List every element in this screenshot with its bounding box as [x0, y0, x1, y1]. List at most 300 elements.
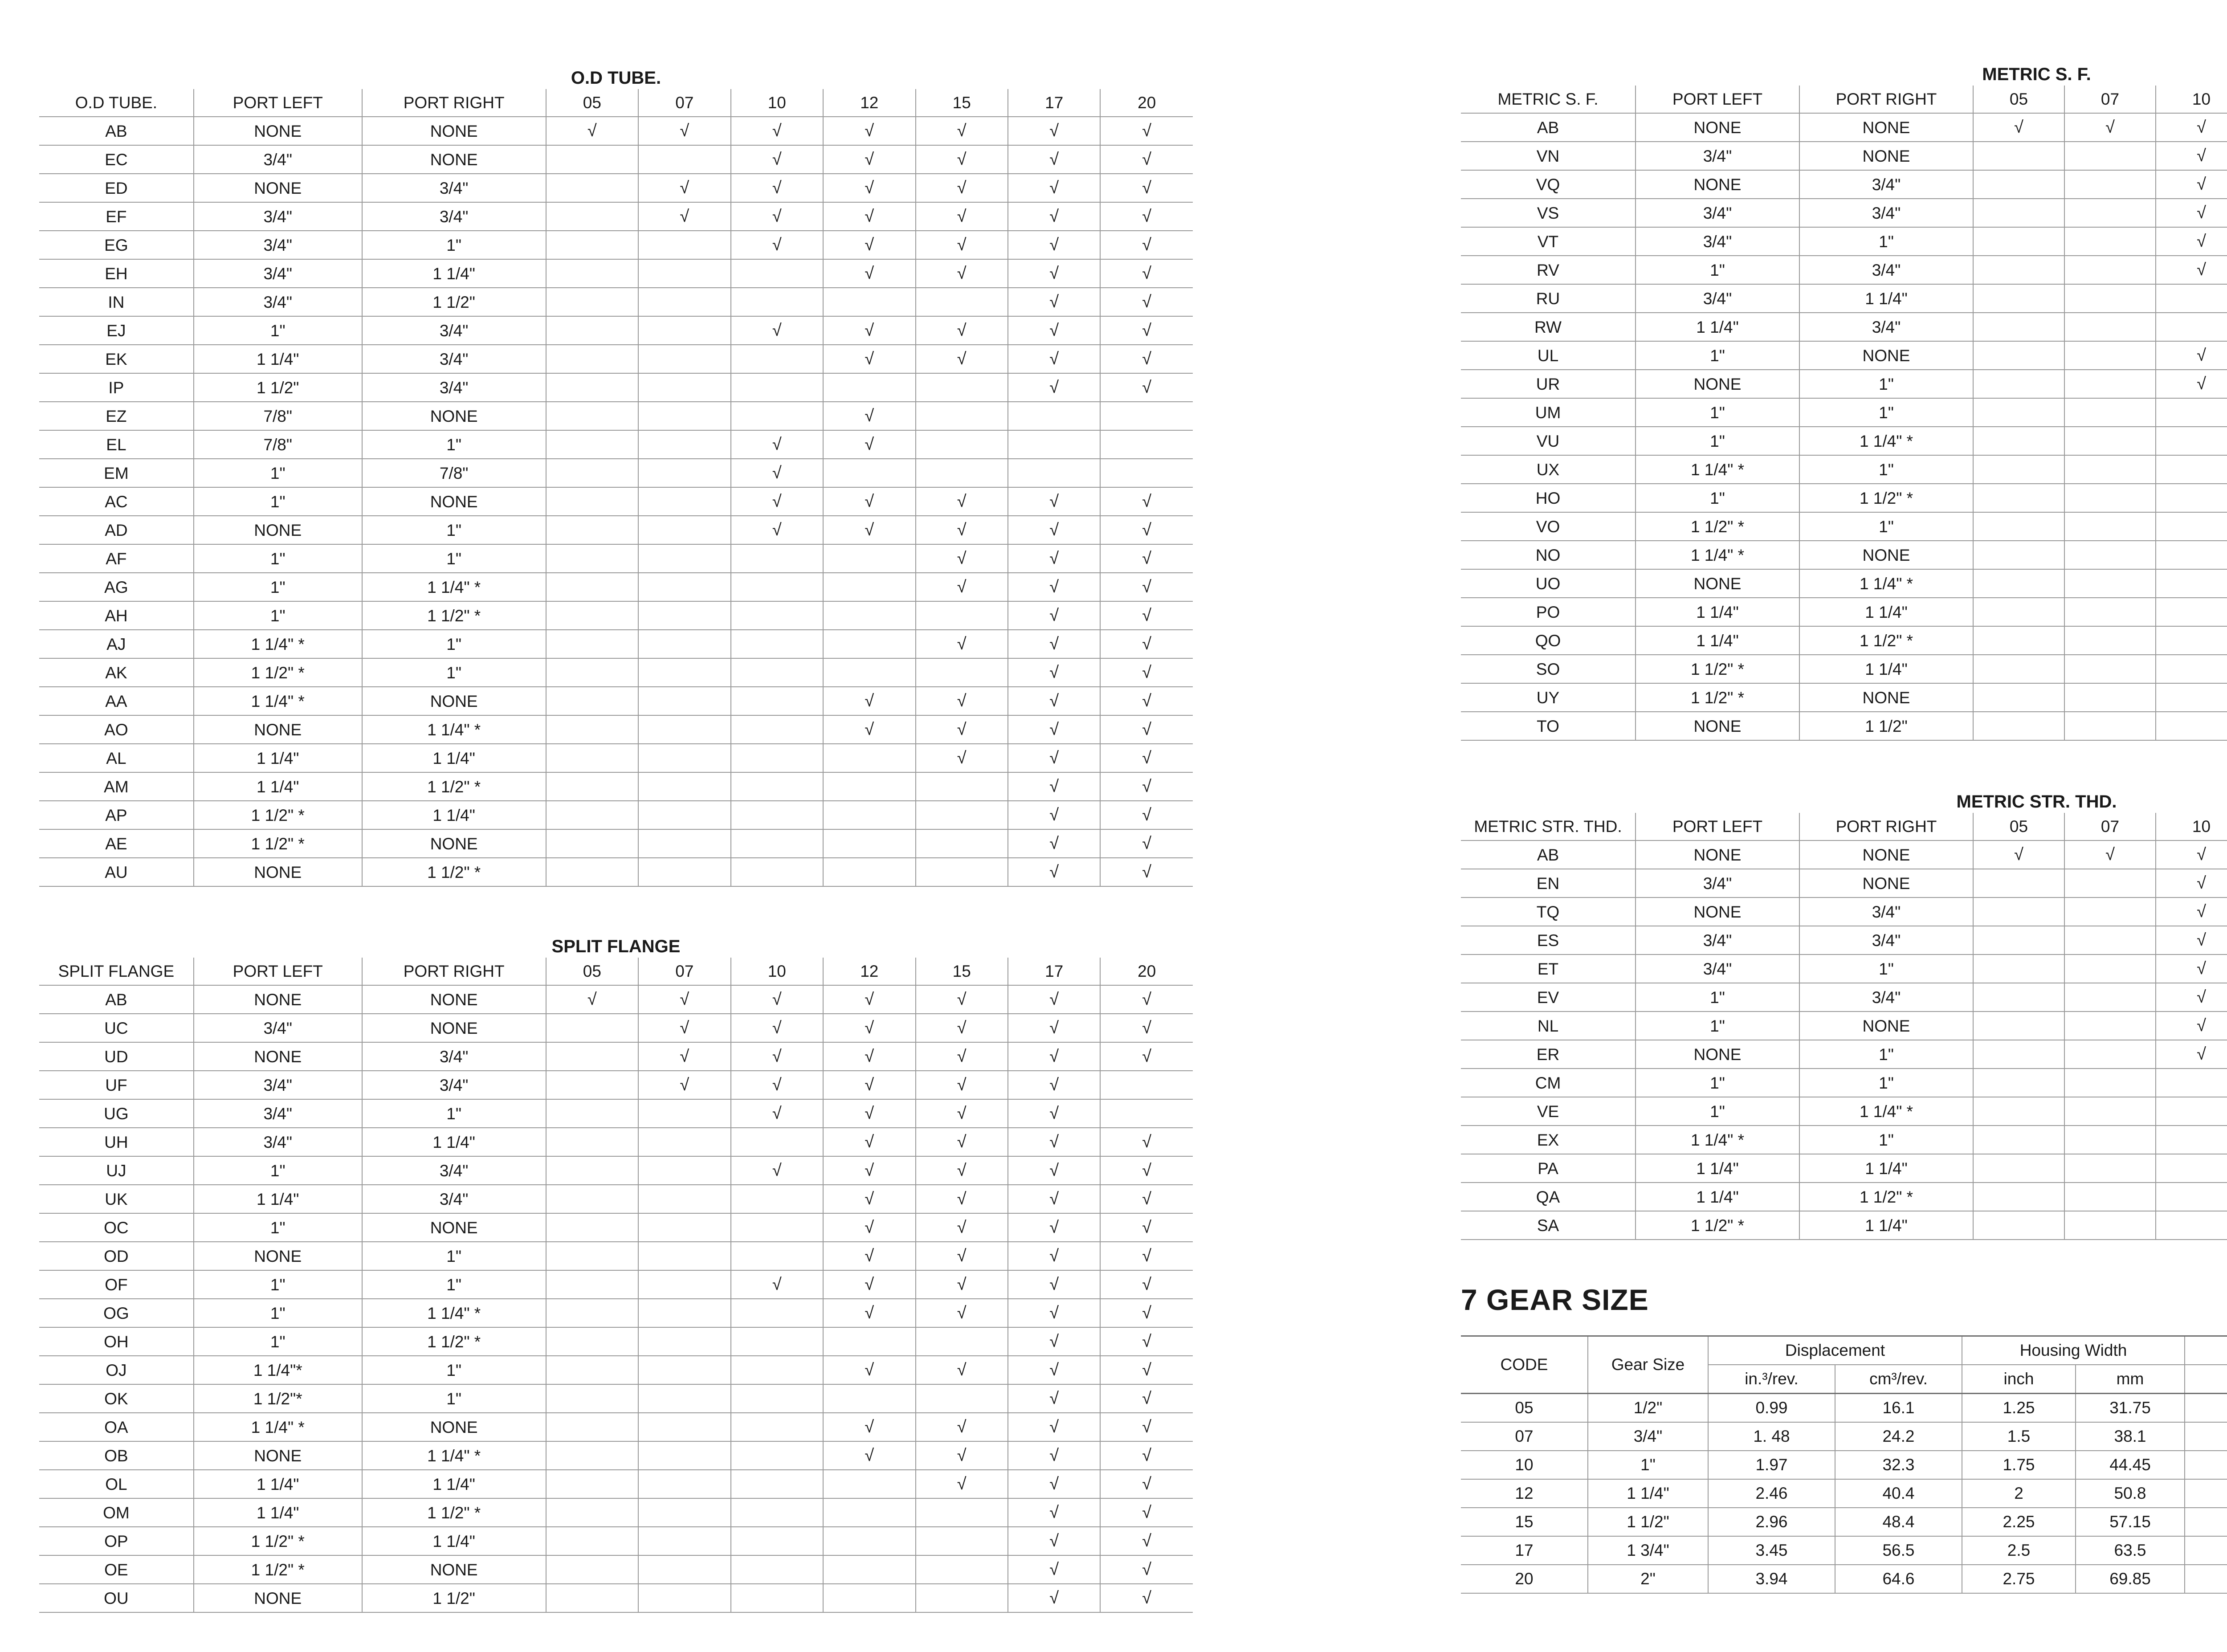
- row-code: AC: [39, 487, 194, 516]
- availability-cell: [731, 1099, 823, 1128]
- availability-cell: [2156, 313, 2227, 341]
- availability-cell: [1100, 544, 1193, 573]
- port-right-cell: 1 1/4" *: [1799, 569, 1973, 598]
- availability-cell: [1973, 284, 2064, 313]
- port-left-cell: 3/4": [194, 1128, 362, 1156]
- availability-cell: [1100, 459, 1193, 487]
- column-subheader: [2185, 1365, 2227, 1394]
- table-row: [1461, 398, 2227, 427]
- row-code: UY: [1461, 683, 1636, 712]
- port-right-cell: 1": [1799, 455, 1973, 484]
- row-code: EC: [39, 145, 194, 174]
- availability-cell: [2156, 512, 2227, 541]
- row-code: AD: [39, 516, 194, 544]
- port-right-cell: 1 1/2" *: [362, 858, 546, 886]
- column-header: 12: [823, 958, 915, 985]
- check-icon: √: [957, 635, 967, 653]
- table-row: [39, 801, 1193, 829]
- check-icon: √: [1142, 1247, 1152, 1265]
- check-icon: √: [1142, 521, 1152, 539]
- port-right-cell: 1 1/2" *: [362, 1498, 546, 1527]
- port-right-cell: NONE: [362, 985, 546, 1014]
- column-header: 17: [1008, 958, 1100, 985]
- availability-cell: [546, 985, 638, 1014]
- row-code: RV: [1461, 256, 1636, 284]
- row-code: VN: [1461, 142, 1636, 170]
- availability-cell: [1973, 869, 2064, 897]
- row-code: AB: [39, 117, 194, 145]
- check-icon: √: [2197, 874, 2206, 893]
- table-cell: 2.75: [1962, 1565, 2076, 1593]
- check-icon: √: [865, 1190, 874, 1208]
- availability-cell: [1973, 1012, 2064, 1040]
- availability-cell: [2156, 398, 2227, 427]
- check-icon: √: [1049, 1247, 1059, 1265]
- check-icon: √: [957, 236, 967, 254]
- port-left-cell: 1 1/2" *: [1636, 1211, 1799, 1240]
- table-row: [39, 459, 1193, 487]
- check-icon: √: [957, 1218, 967, 1237]
- availability-cell: [1008, 402, 1100, 430]
- availability-cell: [916, 1242, 1008, 1270]
- port-left-cell: 1 1/4": [194, 772, 362, 801]
- availability-cell: [916, 516, 1008, 544]
- table-cell: 2: [1962, 1479, 2076, 1508]
- port-left-cell: 1 1/2" *: [194, 801, 362, 829]
- port-right-cell: 3/4": [362, 1156, 546, 1185]
- port-left-cell: 1": [1636, 256, 1799, 284]
- availability-cell: [1973, 840, 2064, 869]
- port-left-cell: 1 1/4" *: [1636, 541, 1799, 569]
- availability-cell: [638, 1270, 730, 1299]
- table-row: [39, 516, 1193, 544]
- table-row: [39, 288, 1193, 316]
- table-cell: 2.96: [1708, 1508, 1835, 1536]
- availability-cell: [638, 430, 730, 459]
- check-icon: √: [772, 464, 782, 482]
- availability-cell: [1008, 829, 1100, 858]
- check-icon: √: [1142, 1304, 1152, 1322]
- od-tube-panel: [39, 67, 1193, 887]
- availability-cell: [1973, 1097, 2064, 1126]
- table-row: [1461, 512, 2227, 541]
- check-icon: √: [1142, 378, 1152, 397]
- table-row: [1461, 655, 2227, 683]
- availability-cell: [1100, 687, 1193, 715]
- port-right-cell: 3/4": [1799, 199, 1973, 227]
- availability-cell: [2064, 170, 2156, 199]
- availability-cell: [731, 985, 823, 1014]
- availability-cell: [1973, 512, 2064, 541]
- port-left-cell: 1 1/2" *: [194, 658, 362, 687]
- table-row: [39, 1441, 1193, 1470]
- port-left-cell: 1": [1636, 1069, 1799, 1097]
- table-cell: [2185, 1451, 2227, 1479]
- check-icon: √: [1142, 606, 1152, 625]
- availability-cell: [546, 829, 638, 858]
- row-code: HO: [1461, 484, 1636, 512]
- availability-cell: [2156, 256, 2227, 284]
- row-code: UL: [1461, 341, 1636, 370]
- availability-cell: [916, 174, 1008, 202]
- port-left-cell: 3/4": [1636, 199, 1799, 227]
- availability-cell: [1973, 683, 2064, 712]
- availability-cell: [823, 1327, 915, 1356]
- table-row: [39, 1584, 1193, 1612]
- check-icon: √: [1049, 378, 1059, 397]
- table-row: [39, 1042, 1193, 1071]
- availability-cell: [546, 1042, 638, 1071]
- port-left-cell: NONE: [1636, 370, 1799, 398]
- check-icon: √: [865, 179, 874, 197]
- port-left-cell: 1 1/4" *: [1636, 1126, 1799, 1154]
- table-row: [39, 1156, 1193, 1185]
- availability-cell: [731, 1441, 823, 1470]
- table-cell: 20: [1461, 1565, 1588, 1593]
- port-right-cell: NONE: [1799, 142, 1973, 170]
- check-icon: √: [1049, 863, 1059, 881]
- availability-cell: [1008, 1584, 1100, 1612]
- availability-cell: [823, 601, 915, 630]
- check-icon: √: [865, 1076, 874, 1094]
- check-icon: √: [772, 521, 782, 539]
- port-left-cell: 1": [194, 1156, 362, 1185]
- availability-cell: [823, 1156, 915, 1185]
- availability-cell: [823, 1299, 915, 1327]
- column-header: PORT LEFT: [1636, 86, 1799, 113]
- availability-cell: [638, 1527, 730, 1555]
- check-icon: √: [1049, 521, 1059, 539]
- availability-cell: [546, 630, 638, 658]
- check-icon: √: [772, 1047, 782, 1066]
- table-row: [39, 1128, 1193, 1156]
- availability-cell: [638, 1413, 730, 1441]
- check-icon: √: [1142, 1418, 1152, 1436]
- availability-cell: [731, 1014, 823, 1042]
- metric-sf-title: METRIC S. F.: [1982, 65, 2091, 84]
- row-code: EX: [1461, 1126, 1636, 1154]
- gear-size-title: 7 GEAR SIZE: [1461, 1283, 1649, 1316]
- check-icon: √: [2197, 175, 2206, 194]
- check-icon: √: [865, 350, 874, 368]
- gear-size-table: [1461, 1335, 2227, 1594]
- table-cell: 10: [1461, 1451, 1588, 1479]
- row-code: OH: [39, 1327, 194, 1356]
- port-left-cell: 3/4": [1636, 926, 1799, 954]
- check-icon: √: [1049, 1475, 1059, 1493]
- availability-cell: [1973, 569, 2064, 598]
- availability-cell: [1008, 231, 1100, 259]
- port-left-cell: 1": [194, 1213, 362, 1242]
- availability-cell: [1973, 1154, 2064, 1183]
- availability-cell: [2156, 1211, 2227, 1240]
- table-row: [1461, 897, 2227, 926]
- check-icon: √: [865, 236, 874, 254]
- port-left-cell: 1": [194, 1270, 362, 1299]
- availability-cell: [546, 715, 638, 744]
- row-code: EK: [39, 345, 194, 373]
- port-left-cell: 1 1/4" *: [194, 630, 362, 658]
- row-code: RU: [1461, 284, 1636, 313]
- table-row: [39, 1356, 1193, 1384]
- column-header: Gear Size: [1588, 1336, 1708, 1394]
- check-icon: √: [1049, 1560, 1059, 1579]
- port-right-cell: 3/4": [362, 373, 546, 402]
- column-header: 10: [2156, 813, 2227, 840]
- port-left-cell: 3/4": [1636, 142, 1799, 170]
- availability-cell: [1008, 1470, 1100, 1498]
- availability-cell: [731, 1185, 823, 1213]
- availability-cell: [1100, 1270, 1193, 1299]
- availability-cell: [916, 145, 1008, 174]
- column-header: 07: [638, 89, 730, 117]
- port-left-cell: 1 1/4": [1636, 1154, 1799, 1183]
- column-header: 10: [731, 958, 823, 985]
- table-row: [39, 1242, 1193, 1270]
- check-icon: √: [957, 1304, 967, 1322]
- availability-cell: [1008, 345, 1100, 373]
- check-icon: √: [1049, 1019, 1059, 1037]
- check-icon: √: [957, 1475, 967, 1493]
- port-right-cell: 1 1/4": [362, 1128, 546, 1156]
- table-row: [39, 1527, 1193, 1555]
- column-header: PORT LEFT: [194, 958, 362, 985]
- availability-cell: [546, 1071, 638, 1099]
- availability-cell: [2064, 569, 2156, 598]
- availability-cell: [731, 1356, 823, 1384]
- availability-cell: [731, 430, 823, 459]
- check-icon: √: [957, 321, 967, 340]
- availability-cell: [2156, 683, 2227, 712]
- availability-cell: [1973, 954, 2064, 983]
- availability-cell: [1008, 1527, 1100, 1555]
- availability-cell: [823, 573, 915, 601]
- check-icon: √: [957, 1076, 967, 1094]
- port-left-cell: 3/4": [194, 259, 362, 288]
- check-icon: √: [1049, 321, 1059, 340]
- check-icon: √: [1049, 549, 1059, 568]
- availability-cell: [731, 345, 823, 373]
- availability-cell: [823, 858, 915, 886]
- row-code: TO: [1461, 712, 1636, 740]
- table-row: [1461, 840, 2227, 869]
- availability-cell: [1008, 487, 1100, 516]
- port-right-cell: 1": [362, 1242, 546, 1270]
- table-row: [1461, 569, 2227, 598]
- port-right-cell: 1": [362, 231, 546, 259]
- table-cell: 15: [1461, 1508, 1588, 1536]
- availability-cell: [823, 1356, 915, 1384]
- port-right-cell: NONE: [362, 1555, 546, 1584]
- column-header: 07: [2064, 86, 2156, 113]
- availability-cell: [638, 259, 730, 288]
- availability-cell: [731, 1555, 823, 1584]
- port-left-cell: 1 1/4": [1636, 1183, 1799, 1211]
- row-code: EL: [39, 430, 194, 459]
- column-header: Displacement: [1708, 1336, 1962, 1365]
- availability-cell: [1008, 145, 1100, 174]
- check-icon: √: [1049, 1418, 1059, 1436]
- column-header: 07: [638, 958, 730, 985]
- metric-sf-table: [1461, 86, 2227, 741]
- availability-cell: [731, 459, 823, 487]
- row-code: AB: [1461, 113, 1636, 142]
- availability-cell: [638, 402, 730, 430]
- row-code: OD: [39, 1242, 194, 1270]
- row-code: PA: [1461, 1154, 1636, 1183]
- port-right-cell: NONE: [362, 1014, 546, 1042]
- port-right-cell: 1": [1799, 1040, 1973, 1069]
- port-left-cell: 1": [1636, 1097, 1799, 1126]
- row-code: QO: [1461, 626, 1636, 655]
- availability-cell: [546, 1527, 638, 1555]
- table-row: [39, 772, 1193, 801]
- check-icon: √: [772, 150, 782, 169]
- port-left-cell: 1 1/4": [1636, 626, 1799, 655]
- check-icon: √: [957, 549, 967, 568]
- availability-cell: [2156, 427, 2227, 455]
- availability-cell: [1973, 655, 2064, 683]
- table-row: [1461, 954, 2227, 983]
- port-right-cell: 1 1/2": [362, 1584, 546, 1612]
- row-code: EJ: [39, 316, 194, 345]
- column-header: PORT LEFT: [194, 89, 362, 117]
- availability-cell: [2064, 954, 2156, 983]
- port-left-cell: 1 1/4": [194, 1470, 362, 1498]
- port-left-cell: 1 1/4" *: [194, 687, 362, 715]
- row-code: OP: [39, 1527, 194, 1555]
- port-left-cell: 1": [1636, 427, 1799, 455]
- availability-cell: [823, 316, 915, 345]
- availability-cell: [731, 1327, 823, 1356]
- port-left-cell: NONE: [194, 1584, 362, 1612]
- port-right-cell: 3/4": [1799, 170, 1973, 199]
- availability-cell: [823, 373, 915, 402]
- table-row: [1461, 1183, 2227, 1211]
- row-code: UM: [1461, 398, 1636, 427]
- availability-cell: [916, 288, 1008, 316]
- row-code: UO: [1461, 569, 1636, 598]
- availability-cell: [1008, 658, 1100, 687]
- availability-cell: [731, 487, 823, 516]
- column-subheader: mm: [2076, 1365, 2185, 1394]
- availability-cell: [916, 1356, 1008, 1384]
- check-icon: √: [1049, 834, 1059, 853]
- availability-cell: [2064, 897, 2156, 926]
- port-left-cell: 3/4": [194, 1014, 362, 1042]
- availability-cell: [1100, 1071, 1193, 1099]
- port-left-cell: 1 1/2" *: [194, 1555, 362, 1584]
- availability-cell: [731, 145, 823, 174]
- check-icon: √: [772, 435, 782, 454]
- availability-cell: [1008, 1327, 1100, 1356]
- port-right-cell: NONE: [362, 1413, 546, 1441]
- table-cell: 2": [1588, 1565, 1708, 1593]
- availability-cell: [1100, 288, 1193, 316]
- availability-cell: [731, 1071, 823, 1099]
- availability-cell: [823, 658, 915, 687]
- port-right-cell: 1 1/4": [1799, 284, 1973, 313]
- table-row: [1461, 113, 2227, 142]
- table-row: [1461, 284, 2227, 313]
- table-row: [39, 1498, 1193, 1527]
- check-icon: √: [1142, 1019, 1152, 1037]
- availability-cell: [823, 544, 915, 573]
- check-icon: √: [1049, 990, 1059, 1009]
- availability-cell: [1100, 430, 1193, 459]
- check-icon: √: [957, 1190, 967, 1208]
- table-row: [39, 1327, 1193, 1356]
- availability-cell: [823, 1384, 915, 1413]
- availability-cell: [1100, 658, 1193, 687]
- table-row: [39, 345, 1193, 373]
- availability-cell: [2064, 1069, 2156, 1097]
- availability-cell: [916, 744, 1008, 772]
- availability-cell: [1008, 544, 1100, 573]
- availability-cell: [916, 487, 1008, 516]
- check-icon: √: [772, 207, 782, 226]
- row-code: PO: [1461, 598, 1636, 626]
- table-row: [39, 601, 1193, 630]
- row-code: IP: [39, 373, 194, 402]
- availability-cell: [916, 687, 1008, 715]
- check-icon: √: [1142, 1389, 1152, 1408]
- availability-cell: [823, 117, 915, 145]
- availability-cell: [731, 316, 823, 345]
- availability-cell: [2064, 142, 2156, 170]
- availability-cell: [916, 1099, 1008, 1128]
- table-row: [39, 231, 1193, 259]
- table-row: [39, 1555, 1193, 1584]
- port-right-cell: 1 1/2" *: [1799, 484, 1973, 512]
- table-row: [1461, 983, 2227, 1012]
- check-icon: √: [1142, 122, 1152, 140]
- table-row: [39, 1270, 1193, 1299]
- row-code: OG: [39, 1299, 194, 1327]
- check-icon: √: [2197, 118, 2206, 137]
- availability-cell: [546, 1555, 638, 1584]
- port-left-cell: 1 1/2" *: [1636, 683, 1799, 712]
- row-code: AG: [39, 573, 194, 601]
- availability-cell: [546, 1384, 638, 1413]
- availability-cell: [823, 1242, 915, 1270]
- port-left-cell: NONE: [1636, 712, 1799, 740]
- check-icon: √: [680, 1076, 689, 1094]
- availability-cell: [916, 985, 1008, 1014]
- table-row: [1461, 484, 2227, 512]
- table-row: [1461, 227, 2227, 256]
- availability-cell: [1973, 199, 2064, 227]
- port-right-cell: 3/4": [1799, 897, 1973, 926]
- check-icon: √: [1049, 264, 1059, 283]
- check-icon: √: [2197, 375, 2206, 393]
- availability-cell: [916, 117, 1008, 145]
- check-icon: √: [1049, 1218, 1059, 1237]
- check-icon: √: [1142, 1047, 1152, 1066]
- port-right-cell: 1": [1799, 370, 1973, 398]
- table-row: [39, 145, 1193, 174]
- row-code: UJ: [39, 1156, 194, 1185]
- table-cell: 64.6: [1835, 1565, 1962, 1593]
- availability-cell: [916, 459, 1008, 487]
- check-icon: √: [1049, 578, 1059, 596]
- availability-cell: [638, 573, 730, 601]
- check-icon: √: [1049, 1161, 1059, 1180]
- port-right-cell: 1 1/4" *: [1799, 1097, 1973, 1126]
- check-icon: √: [1049, 293, 1059, 311]
- availability-cell: [2156, 142, 2227, 170]
- availability-cell: [1100, 1527, 1193, 1555]
